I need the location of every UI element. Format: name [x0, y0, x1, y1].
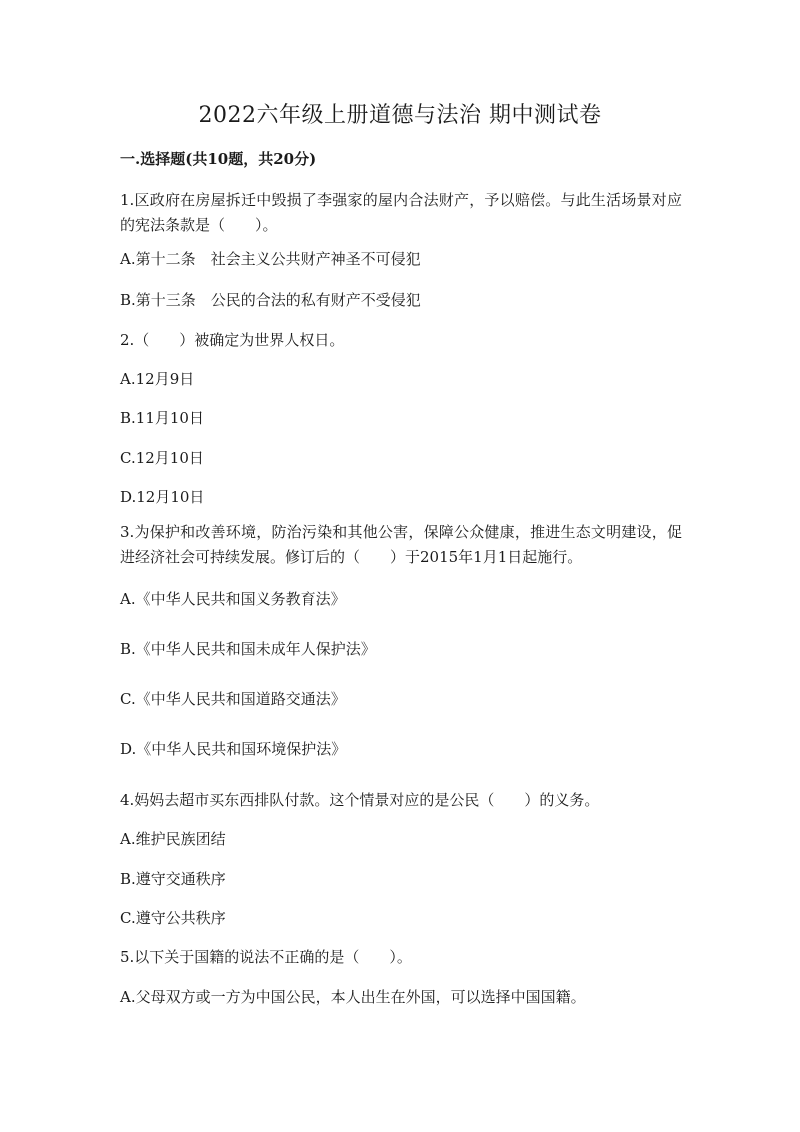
q2-option-a: A.12月9日 — [120, 370, 195, 388]
section-heading: 一.选择题(共10题，共20分) — [120, 150, 317, 168]
q3-option-a: A.《中华人民共和国义务教育法》 — [120, 590, 346, 608]
q2-option-d: D.12月10日 — [120, 488, 205, 506]
question-4: 4.妈妈去超市买东西排队付款。这个情景对应的是公民（ ）的义务。 — [120, 791, 600, 809]
q4-option-c: C.遵守公共秩序 — [120, 909, 226, 927]
exam-title: 2022六年级上册道德与法治 期中测试卷 — [198, 103, 602, 128]
question-5: 5.以下关于国籍的说法不正确的是（ ）。 — [120, 948, 412, 966]
q5-option-a: A.父母双方或一方为中国公民，本人出生在外国，可以选择中国国籍。 — [120, 988, 586, 1006]
question-3: 3.为保护和改善环境，防治污染和其他公害，保障公众健康，推进生态文明建设，促进经济社会可持续发展。修订后的（ ）于2015年1月1日起施行。 — [120, 523, 682, 566]
question-1: 1.区政府在房屋拆迁中毁损了李强家的屋内合法财产，予以赔偿。与此生活场景对应的宪法条款是（ ）。 — [120, 191, 682, 234]
q4-option-b: B.遵守交通秩序 — [120, 870, 226, 888]
q2-option-c: C.12月10日 — [120, 449, 204, 467]
q3-option-d: D.《中华人民共和国环境保护法》 — [120, 740, 347, 758]
q1-option-a: A.第十二条 社会主义公共财产神圣不可侵犯 — [120, 250, 421, 268]
q4-option-a: A.维护民族团结 — [120, 830, 226, 848]
q3-option-c: C.《中华人民共和国道路交通法》 — [120, 690, 346, 708]
q1-option-b: B.第十三条 公民的合法的私有财产不受侵犯 — [120, 291, 421, 309]
question-2: 2.（ ）被确定为世界人权日。 — [120, 331, 345, 349]
q2-option-b: B.11月10日 — [120, 409, 204, 427]
q3-option-b: B.《中华人民共和国未成年人保护法》 — [120, 640, 376, 658]
